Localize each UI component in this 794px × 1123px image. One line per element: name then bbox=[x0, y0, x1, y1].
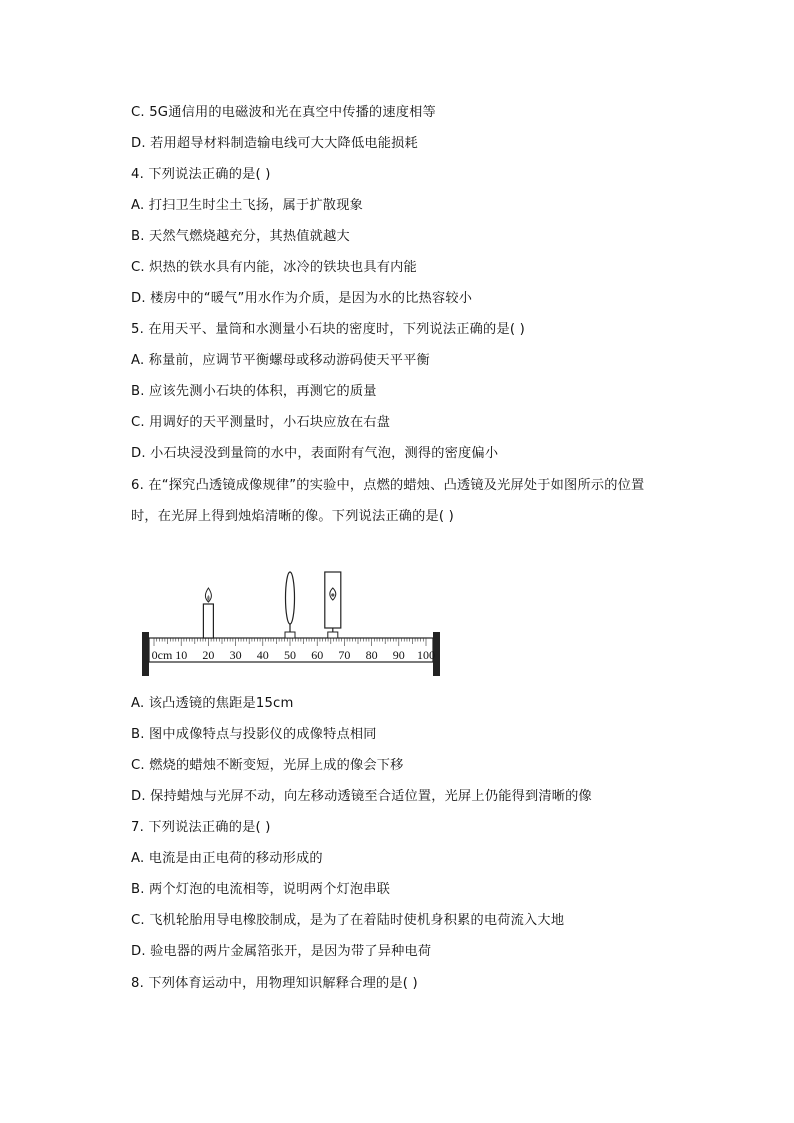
q6-option-d: D. 保持蜡烛与光屏不动，向左移动透镜至合适位置，光屏上仍能得到清晰的像 bbox=[131, 789, 592, 804]
scale-tick-label: 100 bbox=[417, 648, 435, 662]
q7-stem: 7. 下列说法正确的是( ) bbox=[131, 820, 271, 835]
q3-option-d: D. 若用超导材料制造输电线可大大降低电能损耗 bbox=[131, 136, 418, 151]
q3-option-c: C. 5G通信用的电磁波和光在真空中传播的速度相等 bbox=[131, 105, 436, 120]
q6-option-c: C. 燃烧的蜡烛不断变短，光屏上成的像会下移 bbox=[131, 758, 404, 773]
lens-body bbox=[286, 572, 295, 624]
q7-option-c: C. 飞机轮胎用导电橡胶制成，是为了在着陆时使机身积累的电荷流入大地 bbox=[131, 913, 565, 928]
scale-tick-label: 50 bbox=[284, 648, 296, 662]
q8-stem: 8. 下列体育运动中，用物理知识解释合理的是( ) bbox=[131, 976, 418, 991]
scale-tick-label: 0cm bbox=[151, 648, 173, 662]
candle bbox=[203, 588, 213, 638]
q4-option-d: D. 楼房中的“暖气”用水作为介质，是因为水的比热容较小 bbox=[131, 291, 473, 306]
q6-option-a: A. 该凸透镜的焦距是15cm bbox=[131, 696, 294, 711]
scale-tick-label: 40 bbox=[256, 648, 269, 662]
candle-body bbox=[203, 604, 213, 638]
scale-tick-label: 70 bbox=[338, 648, 351, 662]
q7-option-b: B. 两个灯泡的电流相等，说明两个灯泡串联 bbox=[131, 882, 391, 897]
lens-holder bbox=[285, 632, 295, 638]
q4-option-a: A. 打扫卫生时尘土飞扬，属于扩散现象 bbox=[131, 198, 363, 213]
screen-image-dot-icon bbox=[331, 593, 334, 596]
q4-option-c: C. 炽热的铁水具有内能，冰冷的铁块也具有内能 bbox=[131, 260, 417, 275]
scale-tick-label: 60 bbox=[311, 648, 324, 662]
scale-tick-label: 20 bbox=[202, 648, 215, 662]
convex-lens bbox=[285, 572, 295, 638]
q6-option-b: B. 图中成像特点与投影仪的成像特点相同 bbox=[131, 727, 377, 742]
q5-stem: 5. 在用天平、量筒和水测量小石块的密度时，下列说法正确的是( ) bbox=[131, 322, 525, 337]
scale-tick-label: 80 bbox=[365, 648, 378, 662]
q4-option-b: B. 天然气燃烧越充分，其热值就越大 bbox=[131, 229, 350, 244]
q5-option-a: A. 称量前，应调节平衡螺母或移动游码使天平平衡 bbox=[131, 353, 430, 368]
q6-stem-line1: 6. 在“探究凸透镜成像规律”的实验中，点燃的蜡烛、凸透镜及光屏处于如图所示的位置 bbox=[131, 478, 645, 493]
scale-tick-label: 90 bbox=[392, 648, 405, 662]
q4-stem: 4. 下列说法正确的是( ) bbox=[131, 167, 271, 182]
screen-holder bbox=[328, 632, 338, 638]
optical-bench-figure bbox=[126, 566, 456, 678]
q6-stem-line2: 时，在光屏上得到烛焰清晰的像。下列说法正确的是( ) bbox=[131, 509, 454, 524]
light-screen bbox=[325, 572, 341, 638]
q7-option-a: A. 电流是由正电荷的移动形成的 bbox=[131, 851, 323, 866]
q5-option-c: C. 用调好的天平测量时，小石块应放在右盘 bbox=[131, 415, 391, 430]
left-post bbox=[142, 632, 149, 676]
q5-option-d: D. 小石块浸没到量筒的水中，表面附有气泡，测得的密度偏小 bbox=[131, 446, 499, 461]
q5-option-b: B. 应该先测小石块的体积，再测它的质量 bbox=[131, 384, 377, 399]
scale-tick-label: 10 bbox=[175, 648, 188, 662]
q7-option-d: D. 验电器的两片金属箔张开，是因为带了异种电荷 bbox=[131, 944, 432, 959]
scale-tick-label: 30 bbox=[229, 648, 242, 662]
